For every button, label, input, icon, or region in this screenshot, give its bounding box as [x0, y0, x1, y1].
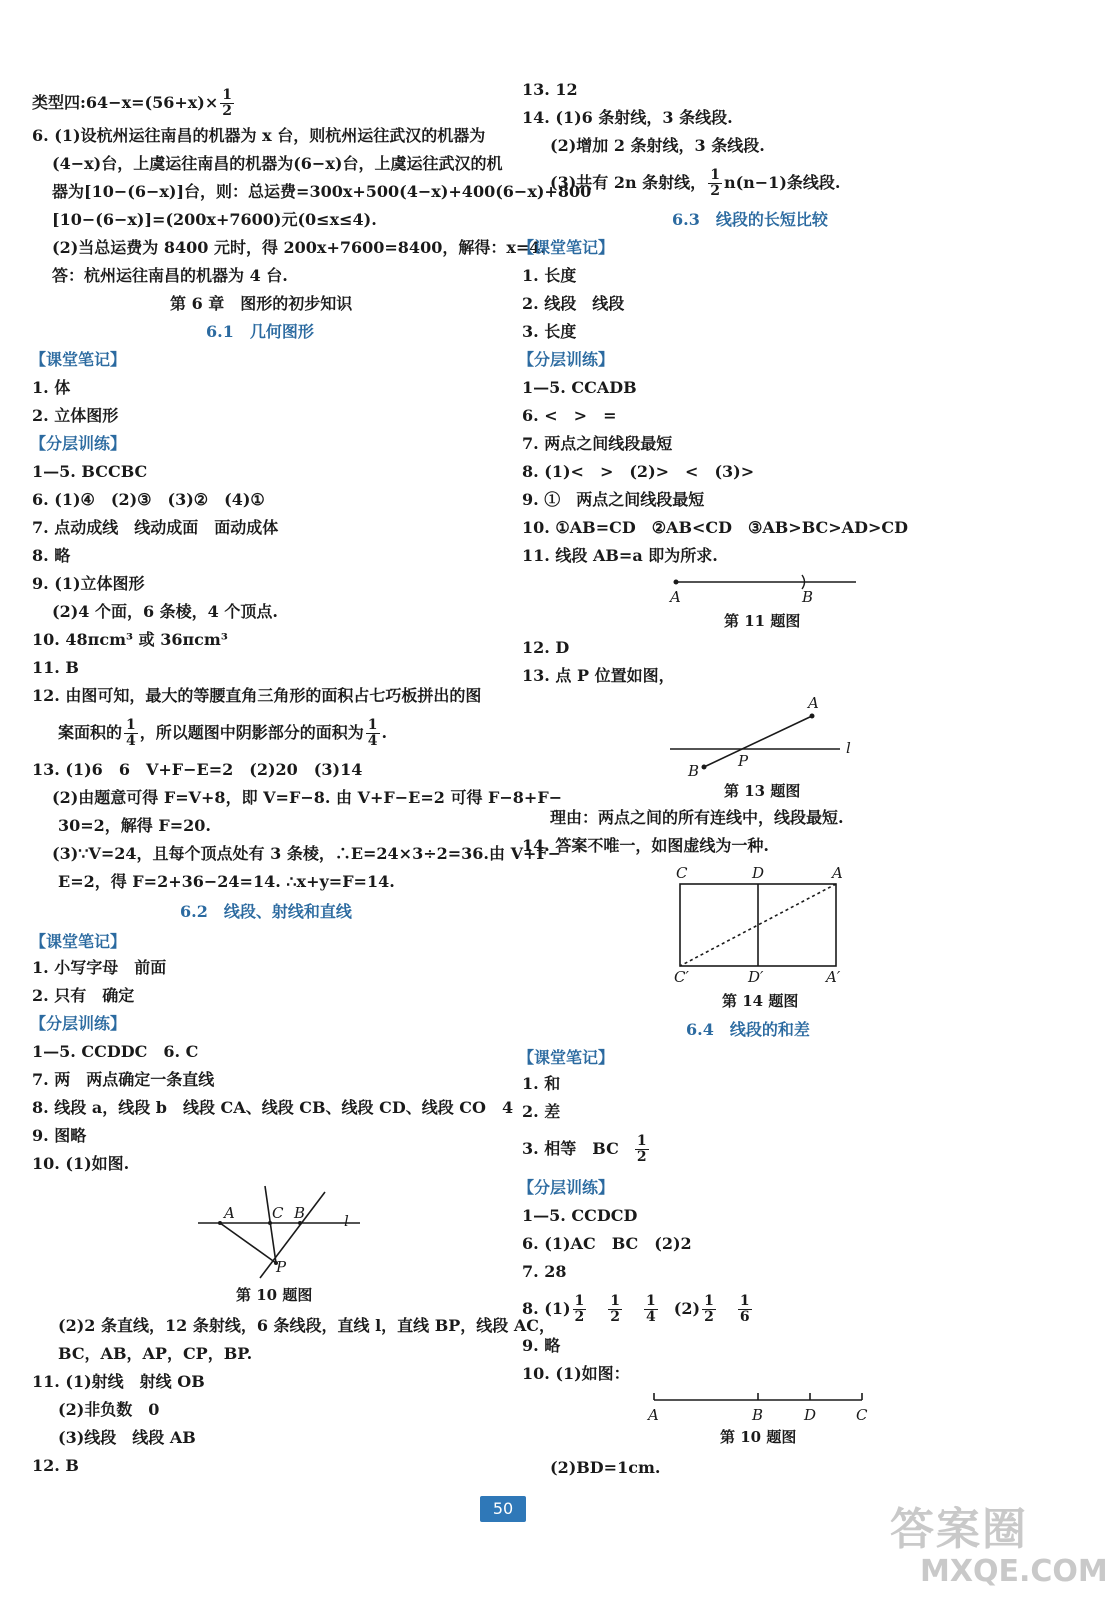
- list-item: 1. 体: [32, 378, 71, 397]
- list-item: 1. 小写字母 前面: [32, 958, 167, 977]
- list-item: 理由：两点之间的所有连线中，线段最短.: [550, 808, 844, 827]
- layered-training-header: 【分层训练】: [30, 1014, 127, 1033]
- list-item: 11. (1)射线 射线 OB: [32, 1372, 205, 1391]
- class-notes-header: 【课堂笔记】: [518, 1048, 615, 1067]
- list-item: 13. 12: [522, 80, 578, 99]
- figure-14-rectangle: [668, 862, 858, 988]
- list-item: 2. 线段 线段: [522, 294, 625, 313]
- point-A: [674, 580, 679, 585]
- list-item: 9. ① 两点之间线段最短: [522, 490, 705, 509]
- list-item: 1—5. BCCBC: [32, 462, 148, 481]
- list-item: 13. (1)6 6 V+F−E=2 (2)20 (3)14: [32, 760, 363, 779]
- segment-AB: [704, 716, 812, 767]
- label-A: A: [808, 694, 819, 712]
- list-item: (2)增加 2 条射线，3 条线段.: [550, 136, 765, 155]
- page-number: 50: [480, 1496, 526, 1522]
- answer-6-line2: (4−x)台，上虞运往南昌的机器为(6−x)台，上虞运往武汉的机: [52, 154, 503, 173]
- list-item: 2. 只有 确定: [32, 986, 135, 1005]
- list-item: 7. 28: [522, 1262, 567, 1281]
- fraction: $\frac{1}{6}$: [739, 1293, 750, 1325]
- label-P: P: [738, 752, 749, 770]
- section-title-6-4: 6.4 线段的和差: [686, 1020, 810, 1039]
- segment-AP: [220, 1223, 276, 1263]
- list-item: 3. 长度: [522, 322, 577, 341]
- answer-type4: 类型四:64−x=(56+x)× $\frac{1}{2}$: [32, 87, 233, 119]
- list-item: (2)由题意可得 F=V+8，即 V=F−8. 由 V+F−E=2 可得 F−8+F−: [52, 788, 563, 807]
- list-item: 2. 立体图形: [32, 406, 119, 425]
- list-item: 14. 答案不唯一，如图虚线为一种.: [522, 836, 769, 855]
- list-item: 8. (1)< > (2)> < (3)>: [522, 462, 755, 481]
- class-notes-header: 【课堂笔记】: [30, 932, 127, 951]
- answer-6-part2: (2)当总运费为 8400 元时，得 200x+7600=8400，解得：x=4.: [52, 238, 546, 257]
- list-item: E=2，得 F=2+36−24=14. ∴x+y=F=14.: [58, 872, 395, 891]
- list-item: 12. B: [32, 1456, 79, 1475]
- watermark: [890, 1505, 1108, 1589]
- list-item: (2)非负数 0: [58, 1400, 160, 1419]
- list-item: 12. 由图可知，最大的等腰直角三角形的面积占七巧板拼出的图: [32, 686, 482, 705]
- fraction: $\frac{1}{2}$: [710, 167, 720, 199]
- list-item: 1—5. CCDDC 6. C: [32, 1042, 199, 1061]
- list-item: 8. (1) $\frac{1}{2}$ $\frac{1}{2}$ $\frac{1}{4}$ (2) $\frac{1}{2}$ $\frac{1}{6}$: [522, 1293, 750, 1325]
- list-item: 1. 和: [522, 1074, 561, 1093]
- list-item: 1—5. CCADB: [522, 378, 637, 397]
- label-A: A: [224, 1204, 235, 1222]
- list-item: 11. 线段 AB=a 即为所求.: [522, 546, 718, 565]
- list-item: 7. 两 两点确定一条直线: [32, 1070, 215, 1089]
- watermark-logo-text: 答案圈: [890, 1504, 1028, 1555]
- figure-10-lines: [190, 1180, 370, 1280]
- label-C: C: [272, 1204, 284, 1222]
- figure-11-segment: [664, 570, 864, 606]
- list-item: 7. 两点之间线段最短: [522, 434, 673, 453]
- list-item: 14. (1)6 条射线，3 条线段.: [522, 108, 733, 127]
- label-A: A: [832, 864, 843, 882]
- list-item: (3)线段 线段 AB: [58, 1428, 196, 1447]
- label-B: B: [802, 588, 814, 606]
- list-item: 1. 长度: [522, 266, 577, 285]
- label-l: l: [846, 739, 851, 757]
- label-C: C: [856, 1406, 868, 1424]
- list-item: 12. D: [522, 638, 570, 657]
- label-P: P: [276, 1258, 287, 1276]
- figure-14-caption: 第 14 题图: [722, 992, 799, 1010]
- label-C-prime: C′: [674, 968, 689, 986]
- answer-6-line3: 器为[10−(6−x)]台，则：总运费=300x+500(4−x)+400(6−x)+800: [52, 182, 592, 201]
- list-item: (3)∵V=24，且每个顶点处有 3 条棱，∴E=24×3÷2=36.由 V+F−: [52, 844, 562, 863]
- list-item: 7. 点动成线 线动成面 面动成体: [32, 518, 279, 537]
- layered-training-header: 【分层训练】: [518, 1178, 615, 1197]
- list-item: 9. (1)立体图形: [32, 574, 145, 593]
- answer-6-line4: [10−(6−x)]=(200x+7600)元(0≤x≤4).: [52, 210, 377, 229]
- label-B: B: [688, 762, 700, 778]
- layered-training-header: 【分层训练】: [30, 434, 127, 453]
- list-item: 6. (1)④ (2)③ (3)② (4)①: [32, 490, 265, 509]
- fraction: $\frac{1}{2}$: [222, 87, 233, 119]
- fraction: $\frac{1}{2}$: [636, 1133, 647, 1165]
- list-item: 6. (1)AC BC (2)2: [522, 1234, 692, 1253]
- list-item: 10. (1)如图.: [32, 1154, 130, 1173]
- label-D: D: [752, 864, 765, 882]
- list-item: 30=2，解得 F=20.: [58, 816, 211, 835]
- fraction: $\frac{1}{2}$: [574, 1293, 585, 1325]
- list-item: 13. 点 P 位置如图，: [522, 666, 675, 685]
- label-A: A: [648, 1406, 659, 1424]
- section-title-6-2: 6.2 线段、射线和直线: [180, 902, 352, 921]
- list-item: 10. 48πcm³ 或 36πcm³: [32, 630, 228, 649]
- figure-10-segment-abdc: [640, 1388, 880, 1428]
- fraction: $\frac{1}{4}$: [126, 717, 136, 749]
- fraction: $\frac{1}{2}$: [704, 1293, 714, 1325]
- answer-6-conclusion: 答：杭州运往南昌的机器为 4 台.: [52, 266, 288, 285]
- point-A: [218, 1221, 222, 1225]
- fraction: $\frac{1}{4}$: [367, 717, 378, 749]
- figure-10-caption: 第 10 题图: [720, 1428, 797, 1446]
- list-item: 3. 相等 BC $\frac{1}{2}$: [522, 1133, 647, 1165]
- point-A: [810, 714, 815, 719]
- list-item: BC，AB，AP，CP，BP.: [58, 1344, 253, 1363]
- list-item: 10. (1)如图：: [522, 1364, 630, 1383]
- label-D: D: [804, 1406, 817, 1424]
- answer-6-line1: 6. (1)设杭州运往南昌的机器为 x 台，则杭州运往武汉的机器为: [32, 126, 486, 145]
- class-notes-header: 【课堂笔记】: [518, 238, 615, 257]
- label-B: B: [294, 1204, 306, 1222]
- layered-training-header: 【分层训练】: [518, 350, 615, 369]
- chapter-title: 第 6 章 图形的初步知识: [170, 294, 353, 313]
- figure-13-point-p: [664, 692, 864, 778]
- section-title-6-3: 6.3 线段的长短比较: [672, 210, 828, 229]
- list-item: 10. ①AB=CD ②AB<CD ③AB>BC>AD>CD: [522, 518, 908, 537]
- watermark-url: MXQE.COM: [920, 1554, 1108, 1589]
- list-item: (2)BD=1cm.: [550, 1458, 661, 1477]
- figure-13-caption: 第 13 题图: [724, 782, 801, 800]
- label-C: C: [676, 864, 688, 882]
- list-item: 1—5. CCDCD: [522, 1206, 638, 1225]
- list-item: 案面积的 $\frac{1}{4}$ ，所以题图中阴影部分的面积为 $\frac{1}{4}$ .: [58, 717, 388, 749]
- fraction: $\frac{1}{2}$: [610, 1293, 621, 1325]
- label-B: B: [752, 1406, 764, 1424]
- class-notes-header: 【课堂笔记】: [30, 350, 127, 369]
- line-BP: [260, 1192, 325, 1278]
- list-item: 8. 略: [32, 546, 71, 565]
- list-item: 8. 线段 a，线段 b 线段 CA、线段 CB、线段 CD、线段 CO 4: [32, 1098, 514, 1117]
- label-l: l: [344, 1212, 349, 1230]
- label-A: A: [670, 588, 681, 606]
- list-item: (3)共有 2n 条射线， $\frac{1}{2}$ n(n−1)条线段.: [550, 167, 841, 199]
- list-item: 9. 图略: [32, 1126, 87, 1145]
- list-item: 9. 略: [522, 1336, 561, 1355]
- section-title-6-1: 6.1 几何图形: [206, 322, 314, 341]
- list-item: (2)2 条直线，12 条射线，6 条线段，直线 l，直线 BP，线段 AC，: [58, 1316, 556, 1335]
- list-item: 11. B: [32, 658, 79, 677]
- figure-11-caption: 第 11 题图: [724, 612, 801, 630]
- label-D-prime: D′: [748, 968, 764, 986]
- point-B: [702, 765, 707, 770]
- label-A-prime: A′: [826, 968, 841, 986]
- list-item: 2. 差: [522, 1102, 561, 1121]
- list-item: (2)4 个面，6 条棱，4 个顶点.: [52, 602, 278, 621]
- list-item: 6. < > =: [522, 406, 617, 425]
- fraction: $\frac{1}{4}$: [646, 1293, 656, 1325]
- figure-10-caption: 第 10 题图: [236, 1286, 313, 1304]
